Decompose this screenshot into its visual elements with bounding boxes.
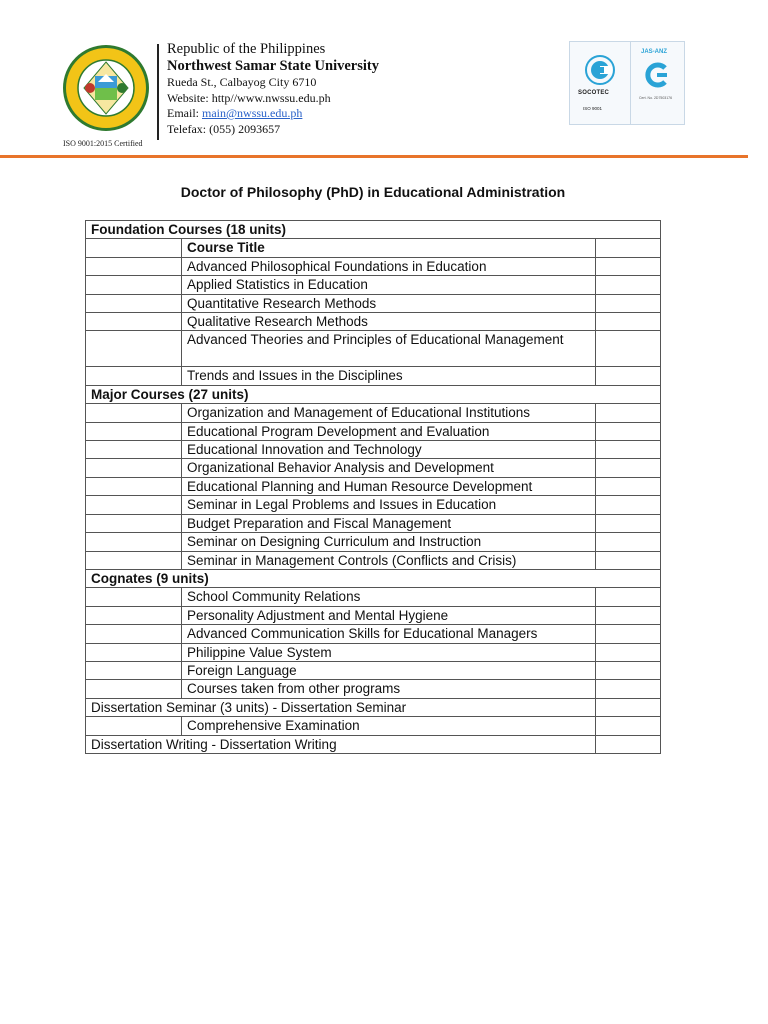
table-row xyxy=(86,606,661,624)
dissertation-seminar: Dissertation Seminar (3 units) - Dissertation Seminar xyxy=(86,698,596,716)
table-cell xyxy=(86,459,182,477)
course-name: Organizational Behavior Analysis and Development xyxy=(182,459,596,477)
table-cell xyxy=(596,717,661,735)
table-row xyxy=(86,239,661,257)
table-cell xyxy=(86,643,182,661)
email-label: Email: xyxy=(167,106,202,120)
course-name: Foreign Language xyxy=(182,661,596,679)
table-cell xyxy=(86,441,182,459)
table-row xyxy=(86,367,661,385)
table-cell xyxy=(596,294,661,312)
table-cell xyxy=(596,422,661,440)
table-cell xyxy=(596,661,661,679)
table-row xyxy=(86,294,661,312)
table-row xyxy=(86,680,661,698)
course-name: Applied Statistics in Education xyxy=(182,276,596,294)
table-cell xyxy=(596,533,661,551)
course-name: Seminar in Management Controls (Conflicts and Crisis) xyxy=(182,551,596,569)
course-name: Organization and Management of Educational Institutions xyxy=(182,404,596,422)
course-name: Philippine Value System xyxy=(182,643,596,661)
section-header-major: Major Courses (27 units) xyxy=(86,385,661,403)
course-table xyxy=(85,220,661,754)
course-name: Educational Program Development and Evaluation xyxy=(182,422,596,440)
table-row xyxy=(86,257,661,275)
table-row xyxy=(86,404,661,422)
table-row xyxy=(86,551,661,569)
letterhead xyxy=(0,0,768,160)
table-cell xyxy=(86,551,182,569)
table-cell xyxy=(596,735,661,753)
table-cell xyxy=(86,588,182,606)
table-cell xyxy=(86,294,182,312)
table-cell xyxy=(596,680,661,698)
table-row xyxy=(86,533,661,551)
course-name: School Community Relations xyxy=(182,588,596,606)
course-name: Educational Planning and Human Resource Development xyxy=(182,477,596,495)
university-name: Northwest Samar State University xyxy=(167,58,379,74)
telefax: Telefax: (055) 2093657 xyxy=(167,121,281,136)
republic-label: Republic of the Philippines xyxy=(167,41,326,57)
email-line xyxy=(167,106,379,122)
table-cell xyxy=(86,625,182,643)
course-name: Educational Innovation and Technology xyxy=(182,441,596,459)
table-cell xyxy=(596,551,661,569)
table-row xyxy=(86,313,661,331)
table-cell xyxy=(596,477,661,495)
table-cell xyxy=(86,276,182,294)
jas-anz-label: JAS-ANZ xyxy=(641,49,668,55)
table-row xyxy=(86,569,661,587)
course-name: Quantitative Research Methods xyxy=(182,294,596,312)
table-cell xyxy=(86,367,182,385)
header-accent-bar xyxy=(0,155,748,158)
section-header-foundation: Foundation Courses (18 units) xyxy=(86,221,661,239)
table-cell xyxy=(596,698,661,716)
table-row xyxy=(86,459,661,477)
table-cell xyxy=(596,459,661,477)
table-cell xyxy=(86,680,182,698)
table-cell xyxy=(596,367,661,385)
table-cell xyxy=(86,496,182,514)
table-row xyxy=(86,331,661,367)
course-name: Advanced Communication Skills for Educational Managers xyxy=(182,625,596,643)
course-name: Trends and Issues in the Disciplines xyxy=(182,367,596,385)
table-row xyxy=(86,441,661,459)
table-row xyxy=(86,735,661,753)
course-name: Advanced Philosophical Foundations in Education xyxy=(182,257,596,275)
table-cell xyxy=(596,643,661,661)
course-name: Advanced Theories and Principles of Educational Management xyxy=(182,331,596,367)
course-name: Seminar in Legal Problems and Issues in Education xyxy=(182,496,596,514)
header-divider xyxy=(157,44,159,140)
table-row xyxy=(86,276,661,294)
table-cell xyxy=(86,661,182,679)
section-header-cognates: Cognates (9 units) xyxy=(86,569,661,587)
course-name: Courses taken from other programs xyxy=(182,680,596,698)
table-cell xyxy=(86,477,182,495)
table-cell xyxy=(86,239,182,257)
university-seal-logo xyxy=(62,44,150,132)
table-cell xyxy=(596,239,661,257)
table-cell xyxy=(86,257,182,275)
document-title: Doctor of Philosophy (PhD) in Educational Administration xyxy=(180,184,566,200)
table-row xyxy=(86,514,661,532)
address: Rueda St., Calbayog City 6710 xyxy=(167,75,317,89)
comprehensive-exam: Comprehensive Examination xyxy=(182,717,596,735)
table-row xyxy=(86,496,661,514)
table-cell xyxy=(86,717,182,735)
socotec-badge xyxy=(570,42,631,124)
table-cell xyxy=(596,441,661,459)
table-row xyxy=(86,717,661,735)
table-cell xyxy=(596,276,661,294)
certification-badge xyxy=(569,41,685,125)
website: Website: http//www.nwssu.edu.ph xyxy=(167,90,331,105)
course-name: Personality Adjustment and Mental Hygiene xyxy=(182,606,596,624)
table-cell xyxy=(86,514,182,532)
table-cell xyxy=(86,533,182,551)
column-header-course-title: Course Title xyxy=(182,239,596,257)
table-cell xyxy=(596,625,661,643)
table-cell xyxy=(596,588,661,606)
course-name: Budget Preparation and Fiscal Management xyxy=(182,514,596,532)
table-cell xyxy=(596,496,661,514)
socotec-logo-icon xyxy=(570,42,630,92)
jas-anz-badge xyxy=(631,42,684,124)
table-row xyxy=(86,661,661,679)
table-row xyxy=(86,643,661,661)
socotec-label: SOCOTEC xyxy=(578,90,610,96)
table-row xyxy=(86,588,661,606)
course-name: Seminar on Designing Curriculum and Instruction xyxy=(182,533,596,551)
table-cell xyxy=(86,313,182,331)
table-cell xyxy=(86,422,182,440)
course-name: Qualitative Research Methods xyxy=(182,313,596,331)
table-cell xyxy=(86,606,182,624)
table-row xyxy=(86,422,661,440)
university-info xyxy=(167,41,379,137)
table-cell xyxy=(86,331,182,367)
jas-anz-logo-icon xyxy=(631,60,684,90)
table-cell xyxy=(596,404,661,422)
table-row xyxy=(86,625,661,643)
table-cell xyxy=(596,313,661,331)
dissertation-writing: Dissertation Writing - Dissertation Writing xyxy=(86,735,596,753)
table-row xyxy=(86,221,661,239)
email-link[interactable]: main@nwssu.edu.ph xyxy=(202,106,303,120)
table-cell xyxy=(596,257,661,275)
table-row xyxy=(86,698,661,716)
table-row xyxy=(86,385,661,403)
table-row xyxy=(86,477,661,495)
iso-certified-label: ISO 9001:2015 Certified xyxy=(63,139,143,148)
table-cell xyxy=(596,331,661,367)
table-cell xyxy=(596,606,661,624)
table-cell xyxy=(86,404,182,422)
table-cell xyxy=(596,514,661,532)
cert-number: Cert. No. 2D7503176 xyxy=(639,96,673,100)
iso-9001-label: ISO 9001 xyxy=(583,106,603,111)
